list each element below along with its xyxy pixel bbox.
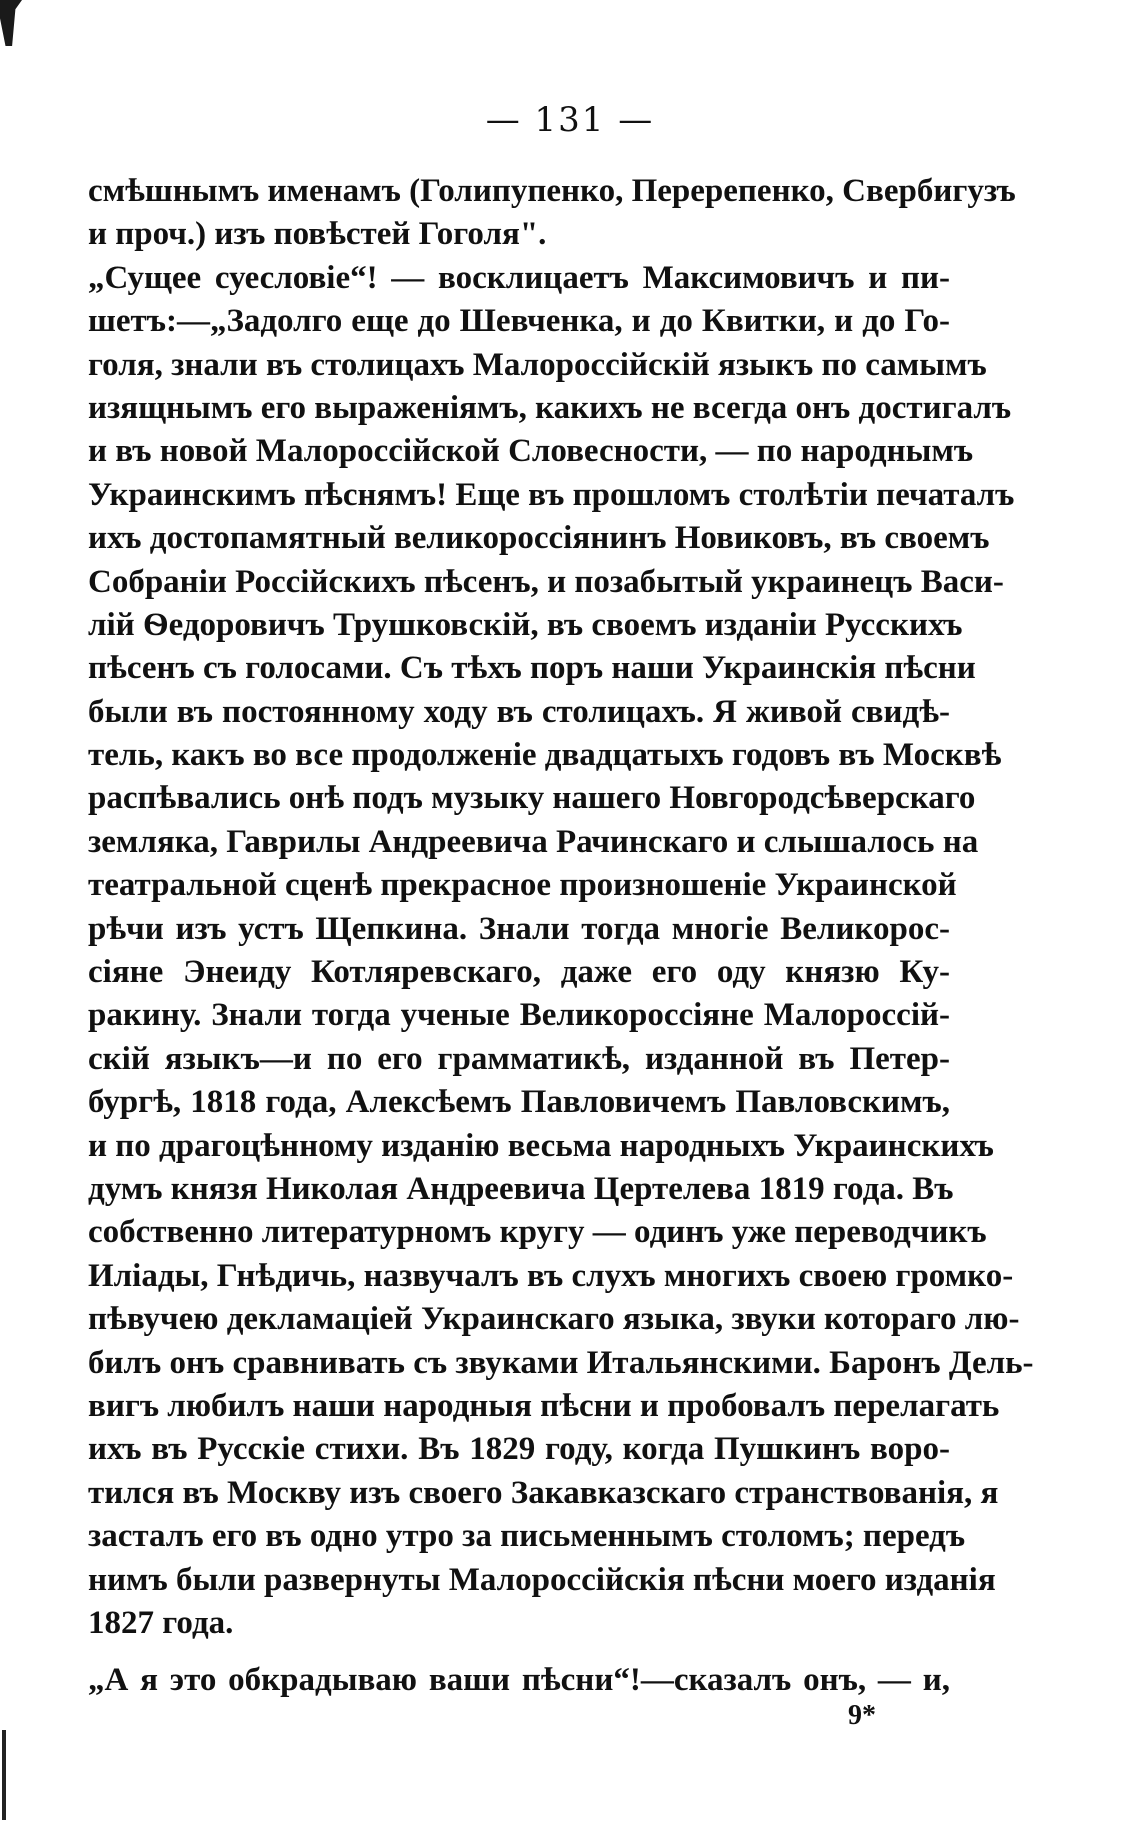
signature-mark: 9* bbox=[848, 1700, 876, 1731]
text-line: пѣвучею декламаціей Украинскаго языка, звуки котораго лю- bbox=[88, 1301, 1020, 1338]
scan-edge-mark-bottom bbox=[2, 1730, 6, 1820]
text-line: рѣчи изъ устъ Щепкина. Знали тогда многіе Великорос- bbox=[88, 910, 950, 947]
scan-edge-mark-top bbox=[0, 0, 22, 46]
text-line: земляка, Гаврилы Андреевича Рачинскаго и слышалось на bbox=[88, 823, 979, 860]
text-line: распѣвались онѣ подъ музыку нашего Новгородсѣверскаго bbox=[88, 780, 976, 817]
text-line: „Сущее суесловіе“! — восклицаетъ Максимовичъ и пи- bbox=[88, 259, 950, 296]
text-line: лій Ѳедоровичъ Трушковскій, въ своемъ изданіи Русскихъ bbox=[88, 606, 963, 643]
text-line: Украинскимъ пѣснямъ! Еще въ прошломъ столѣтіи печаталъ bbox=[88, 476, 1015, 513]
text-line: тель, какъ во все продолженіе двадцатыхъ годовъ въ Москвѣ bbox=[88, 737, 1002, 774]
body-text bbox=[88, 170, 1034, 1703]
text-line: вигъ любилъ наши народныя пѣсни и пробовалъ перелагать bbox=[88, 1387, 1000, 1424]
text-line: „А я это обкрадываю ваши пѣсни“!—сказалъ онъ, — и, bbox=[88, 1662, 950, 1699]
text-line: шетъ:—„Задолго еще до Шевченка, и до Квитки, и до Го- bbox=[88, 303, 950, 340]
text-line: билъ онъ сравнивать съ звуками Итальянскими. Баронъ Дель- bbox=[88, 1344, 1034, 1381]
text-line: ихъ въ Русскіе стихи. Въ 1829 году, когда Пушкинъ воро- bbox=[88, 1431, 950, 1468]
page-number: — 131 — bbox=[485, 100, 655, 140]
text-line: голя, знали въ столицахъ Малороссійскій языкъ по самымъ bbox=[88, 346, 987, 383]
text-line: Иліады, Гнѣдичь, назвучалъ въ слухъ многихъ своею громко- bbox=[88, 1257, 1014, 1294]
text-line: были въ постоянному ходу въ столицахъ. Я живой свидѣ- bbox=[88, 693, 950, 730]
text-line: ракину. Знали тогда ученые Великороссіяне Малороссій- bbox=[88, 997, 950, 1034]
text-line: и проч.) изъ повѣстей Гоголя". bbox=[88, 216, 547, 253]
text-line: засталъ его въ одно утро за письменнымъ столомъ; передъ bbox=[88, 1518, 966, 1555]
text-line: театральной сценѣ прекрасное произношеніе Украинской bbox=[88, 867, 957, 904]
text-line: смѣшнымъ именамъ (Голипупенко, Перерепенко, Свербигузъ bbox=[88, 173, 1016, 209]
text-line: думъ князя Николая Андреевича Цертелева 1819 года. Въ bbox=[88, 1170, 954, 1207]
text-line: тился въ Москву изъ своего Закавказскаго странствованія, я bbox=[88, 1474, 999, 1511]
text-line: скій языкъ—и по его грамматикѣ, изданной въ Петер- bbox=[88, 1040, 950, 1077]
text-line: нимъ были развернуты Малороссійскія пѣсни моего изданія bbox=[88, 1561, 996, 1598]
text-line: 1827 года. bbox=[88, 1604, 234, 1641]
text-line: изящнымъ его выраженіямъ, какихъ не всегда онъ достигалъ bbox=[88, 389, 1012, 426]
text-line: сіяне Энеиду Котляревскаго, даже его оду князю Ку- bbox=[88, 954, 950, 991]
text-line: бургѣ, 1818 года, Алексѣемъ Павловичемъ Павловскимъ, bbox=[88, 1084, 950, 1121]
text-line: пѣсенъ съ голосами. Съ тѣхъ поръ наши Украинскія пѣсни bbox=[88, 650, 976, 687]
text-line: Собраніи Россійскихъ пѣсенъ, и позабытый украинецъ Васи- bbox=[88, 563, 1004, 600]
text-line: и въ новой Малороссійской Словесности, — по народнымъ bbox=[88, 433, 974, 470]
text-line: собственно литературномъ кругу — одинъ уже переводчикъ bbox=[88, 1214, 987, 1251]
text-line: и по драгоцѣнному изданію весьма народныхъ Украинскихъ bbox=[88, 1127, 994, 1164]
text-line: ихъ достопамятный великороссіянинъ Новиковъ, въ своемъ bbox=[88, 520, 990, 557]
